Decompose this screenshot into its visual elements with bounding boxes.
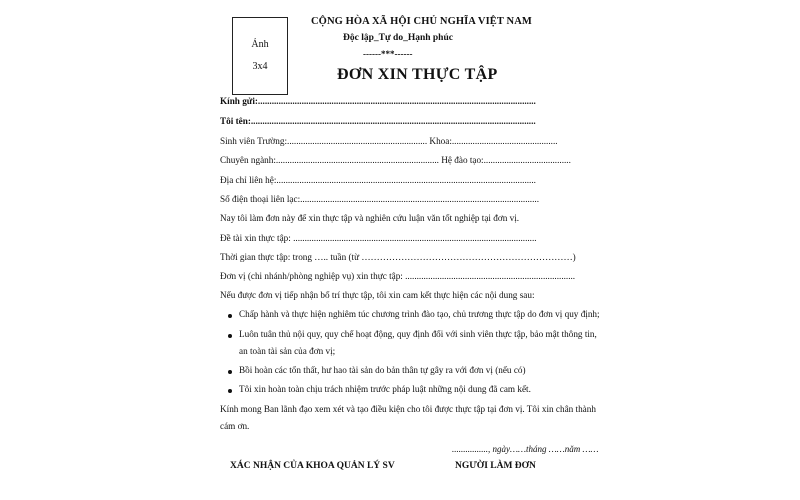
commitment-item-continued: an toàn tài sản của đơn vị; [239,346,336,356]
motto-divider: ------***------ [363,49,413,59]
commitment-intro: Nếu được đơn vị tiếp nhận bố trí thực tập, tôi xin cam kết thực hiện các nội dung sau: [220,290,535,300]
field-don-vi: Đơn vị (chi nhánh/phòng nghiệp vụ) xin thực tập: .......................................................................... [220,271,576,281]
bullet-dot [228,389,232,393]
field-dia-chi: Địa chỉ liên hệ:................................................................................................................. [220,175,536,185]
commitment-item: Tôi xin hoàn toàn chịu trách nhiệm trước pháp luật những nội dung đã cam kết. [239,384,531,394]
photo-placeholder [232,17,288,95]
bullet-dot [228,370,232,374]
closing-statement-continued: cám ơn. [220,421,250,431]
commitment-item: Bồi hoàn các tổn thất, hư hao tài sản do bản thân tự gây ra với đơn vị (nếu có) [239,365,526,375]
field-thoi-gian: Thời gian thực tập: trong ….. tuần (từ ……………………………………………………………) [220,252,576,262]
national-motto: Độc lập_Tự do_Hạnh phúc [343,33,453,43]
document-title: ĐƠN XIN THỰC TẬP [337,66,498,83]
national-heading: CỘNG HÒA XÃ HỘI CHỦ NGHĨA VIỆT NAM [311,16,532,27]
field-toi-ten: Tôi tên:............................................................................................................................ [220,116,536,126]
bullet-dot [228,314,232,318]
closing-statement: Kính mong Ban lãnh đạo xem xét và tạo điều kiện cho tôi được thực tập tại đơn vị. Tôi xin chân thành [220,404,596,414]
field-de-tai: Đề tài xin thực tập: .......................................................................................................... [220,233,537,243]
field-sinh-vien: Sinh viên Trường:............................................................. Khoa:.............................................. [220,136,558,146]
date-line: ................, ngày……tháng ……năm …… [452,444,599,454]
field-chuyen-nganh: Chuyên ngành:....................................................................... Hệ đào tạo:...................................... [220,155,571,165]
applicant-signature: NGƯỜI LÀM ĐƠN [455,461,536,471]
field-kinh-gui: Kính gửi:......................................................................................................................... [220,96,536,106]
commitment-item: Chấp hành và thực hiện nghiêm túc chương trình đào tạo, chủ trương thực tập do đơn vị quy định; [239,309,600,319]
photo-label: Ảnh [251,39,269,50]
faculty-confirmation-signature: XÁC NHẬN CỦA KHOA QUẢN LÝ SV [230,461,395,471]
photo-size: 3x4 [252,61,268,72]
purpose-statement: Nay tôi làm đơn này để xin thực tập và nghiên cứu luận văn tốt nghiệp tại đơn vị. [220,213,520,223]
commitment-item: Luôn tuân thủ nội quy, quy chế hoạt động, quy định đối với sinh viên thực tập, bảo mật thông tin, [239,329,597,339]
bullet-dot [228,334,232,338]
field-so-dien-thoai: Số điện thoại liên lạc:........................................................................................................ [220,194,539,204]
